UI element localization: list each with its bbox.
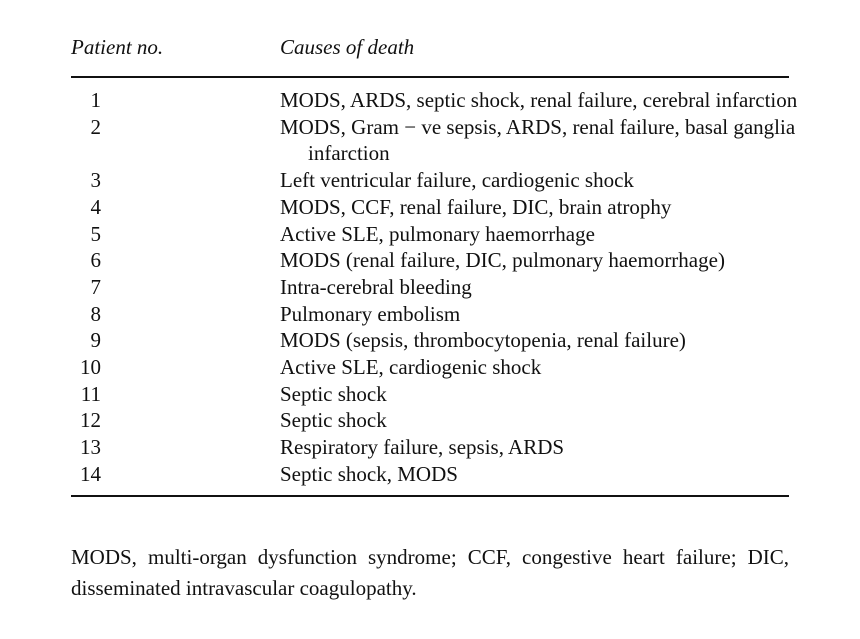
patient-number-cell: 12 [80,408,101,433]
patient-number-cell: 14 [80,461,101,486]
table-row [71,247,789,274]
patient-number-cell: 9 [90,328,101,353]
cause-of-death-cell: MODS, ARDS, septic shock, renal failure, cerebral infarction [280,88,798,112]
patient-number-cell: 5 [90,221,101,246]
table-row [71,167,789,194]
table-row [71,87,798,114]
table-footnote: MODS, multi-organ dysfunction syndrome; CCF, congestive heart failure; DIC, disseminated intravascular coagulopathy. [71,545,789,600]
cause-of-death-cell: Intra-cerebral bleeding [280,274,472,299]
table-body [71,78,798,495]
patient-number-cell: 11 [80,381,101,406]
cause-of-death-cell: MODS (renal failure, DIC, pulmonary haemorrhage) [280,248,725,273]
table-row [71,327,789,354]
table-row [71,434,789,461]
patient-number-cell: 1 [90,88,101,112]
header-patient-no: Patient no. [71,35,164,59]
table-row [71,274,789,301]
table-row [71,194,789,221]
table-row [71,461,789,488]
cause-of-death-cell: Active SLE, pulmonary haemorrhage [280,221,595,246]
table-bottom-rule [71,495,789,497]
cause-of-death-cell: Septic shock, MODS [280,461,458,486]
patient-number-cell: 6 [90,248,101,273]
patient-number-cell: 10 [80,355,101,380]
cause-of-death-cell: Left ventricular failure, cardiogenic shock [280,168,634,193]
header-causes-of-death: Causes of death [280,35,415,59]
table-row [71,381,789,408]
table-row [71,407,789,434]
cause-of-death-cell: Respiratory failure, sepsis, ARDS [280,435,565,460]
cause-of-death-cell: Active SLE, cardiogenic shock [280,355,542,380]
table-row [71,114,796,167]
cause-of-death-cell: Septic shock [280,408,387,433]
patient-number-cell: 8 [90,301,101,326]
cause-of-death-cell: MODS (sepsis, thrombocytopenia, renal failure) [280,328,686,353]
patient-number-cell: 4 [90,194,101,219]
cause-of-death-cell: MODS, CCF, renal failure, DIC, brain atrophy [280,194,672,219]
table-header [71,33,789,65]
causes-of-death-table [71,33,798,497]
cause-of-death-cell: Pulmonary embolism [280,301,461,326]
cause-of-death-cell: Septic shock [280,381,387,406]
cause-of-death-cell: MODS, Gram − ve sepsis, ARDS, renal failure, basal ganglia infarction [280,114,796,166]
patient-number-cell: 13 [80,435,101,460]
patient-number-cell: 7 [90,274,101,299]
table-row [71,354,789,381]
table-row [71,221,789,248]
table-row [71,301,789,328]
patient-number-cell: 2 [90,114,101,139]
patient-number-cell: 3 [90,168,101,193]
